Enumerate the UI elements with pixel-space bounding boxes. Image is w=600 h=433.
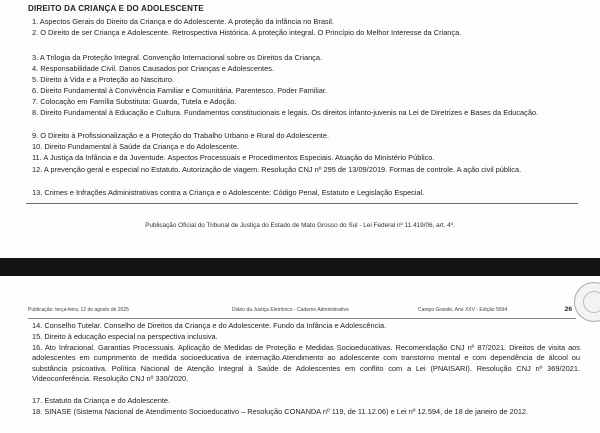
court-seal-icon — [574, 282, 600, 322]
header-publication-date: Publicação: terça-feira, 12 de agosto de 2025 — [28, 307, 129, 313]
syllabus-item-10: 10. Direito Fundamental à Saúde da Criança e do Adolescente. — [32, 142, 240, 151]
syllabus-item-16: 16. Ato Infracional. Garantias Processuais. Aplicação de Medidas de Proteção e Medidas Socioeducativas. Recomendação CNJ nº 87/2021. Direitos de visita aos adolescentes em cumprimento de medida socioeducativa de internação.Atendimento ao adolescente com transtorno mental e com dependência de álcool ou substância psicoativa. Política Nacional de Atenção Integral à Saúde de Adolescentes em conflito com a Lei (PNAISARI). Resolução CNJ nº 369/2021. Videoconferência. Resolução CNJ nº 330/2020. — [32, 343, 580, 384]
syllabus-item-18: 18. SINASE (Sistema Nacional de Atendimento Socioeducativo – Resolução CONANDA nº 119, de 11.12.06) e Lei nº 12.594, de 18 de janeiro de 2012. — [32, 407, 529, 416]
syllabus-item-9: 9. O Direito à Profissionalização e a Proteção do Trabalho Urbano e Rural do Adolescente. — [32, 131, 330, 140]
syllabus-item-13: 13. Crimes e Infrações Administrativas contra a Criança e o Adolescente: Código Penal, Estatuto e Legislação Especial. — [32, 188, 425, 197]
syllabus-item-17: 17. Estatuto da Criança e do Adolescente. — [32, 396, 171, 405]
court-seal-inner — [583, 291, 600, 313]
syllabus-item-2: 2. O Direito de ser Criança e Adolescente. Retrospectiva Histórica. A proteção integral. O Princípio do Melhor Interesse da Criança. — [32, 28, 462, 37]
syllabus-item-3: 3. A Trilogia da Proteção Integral. Convenção Internacional sobre os Direitos da Criança. — [32, 53, 323, 62]
footer-rule — [26, 203, 578, 204]
header-rule — [28, 318, 576, 319]
syllabus-item-5: 5. Direito à Vida e a Proteção ao Nascituro. — [32, 75, 175, 84]
document-page-bottom — [0, 276, 600, 433]
syllabus-item-8: 8. Direito Fundamental à Educação e Cultura. Fundamentos constitucionais e legais. Os direitos infanto-juvenis na Lei de Diretrizes e Bases da Educação. — [32, 108, 539, 117]
syllabus-item-12: 12. A prevenção geral e especial no Estatuto. Autorização de viagem. Resolução CNJ nº 295 de 13/09/2019. Formas de controle. A ação civil pública. — [32, 165, 522, 174]
syllabus-item-14: 14. Conselho Tutelar. Conselho de Direitos da Criança e do Adolescente. Fundo da Infância e Adolescência. — [32, 321, 387, 330]
syllabus-item-11: 11. A Justiça da Infância e da Juventude. Aspectos Processuais e Procedimentos Especiais. Atuação do Ministério Público. — [32, 153, 435, 162]
section-heading: DIREITO DA CRIANÇA E DO ADOLESCENTE — [28, 4, 204, 13]
syllabus-item-1: 1. Aspectos Gerais do Direito da Criança e do Adolescente. A proteção da infância no Brasil. — [32, 17, 334, 26]
publication-note: Publicação Oficial do Tribunal de Justiça do Estado de Mato Grosso do Sul - Lei Federal nº 11.419/06, art. 4º. — [145, 222, 455, 229]
syllabus-item-4: 4. Responsabilidade Civil. Danos Causados por Crianças e Adolescentes. — [32, 64, 274, 73]
page-separator — [0, 258, 600, 276]
header-edition: Campo Grande, Ano XXV - Edição 5694 — [418, 307, 508, 313]
syllabus-item-6: 6. Direito Fundamental à Convivência Familiar e Comunitária. Parentesco. Poder Familiar. — [32, 86, 327, 95]
syllabus-item-7: 7. Colocação em Família Substituta: Guarda, Tutela e Adoção. — [32, 97, 237, 106]
syllabus-item-15: 15. Direito à educação especial na perspectiva inclusiva. — [32, 332, 218, 341]
page-number: 26 — [564, 306, 572, 313]
header-journal-name: Diário da Justiça Eletrônico - Caderno Administrativo — [232, 307, 349, 313]
